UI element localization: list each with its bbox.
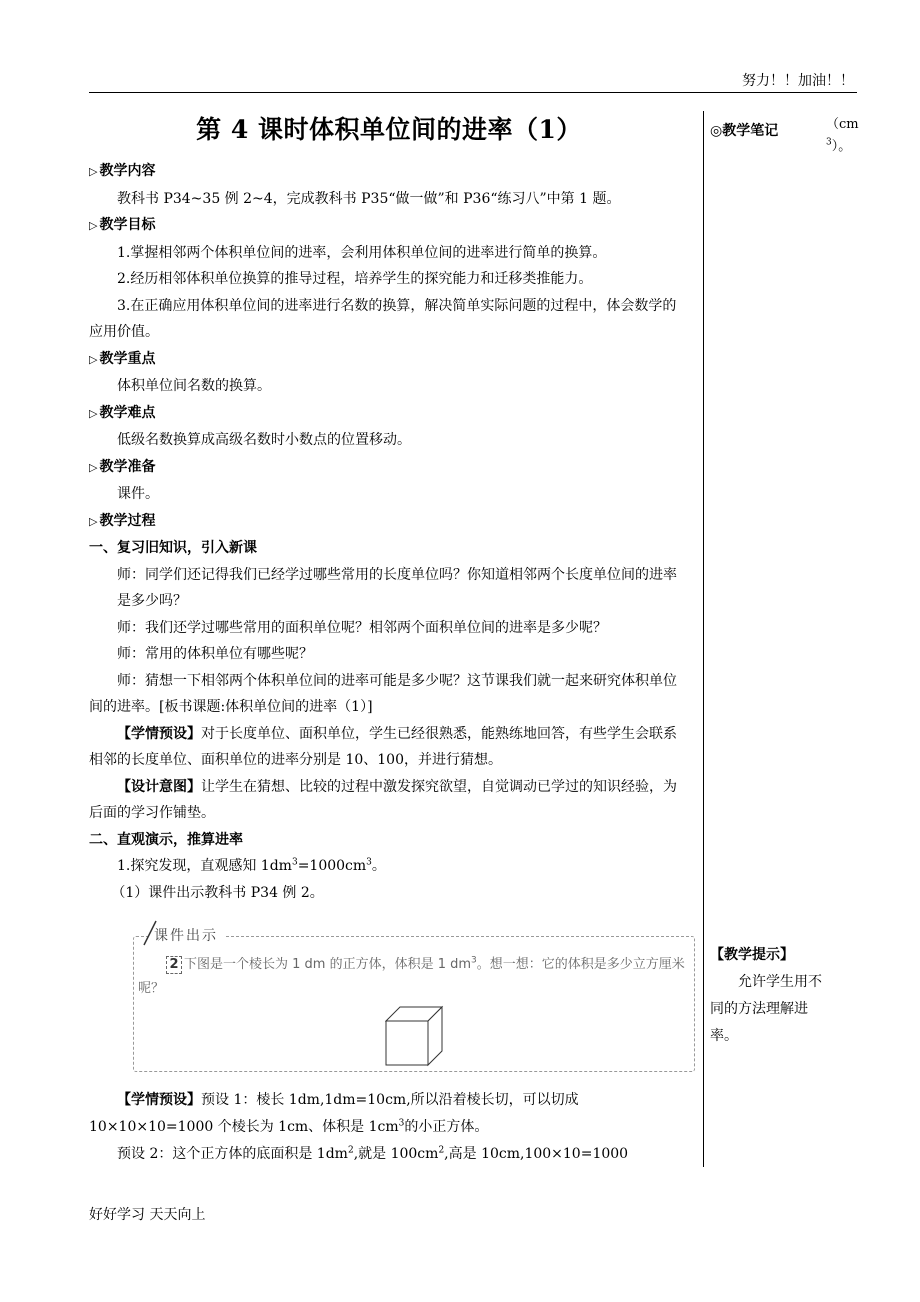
preset-paragraph	[89, 721, 689, 774]
header-rule	[89, 92, 857, 93]
section-heading-goals: ▷ 教学目标	[89, 217, 156, 233]
intent-tag: 【设计意图】	[117, 778, 201, 795]
dialogue-line: 师：同学们还记得我们已经学过哪些常用的长度单位吗？你知道相邻两个长度单位间的进率是多少吗？	[117, 566, 677, 609]
footer-motto: 好好学习 天天向上	[89, 1207, 206, 1223]
example-number-badge: 2	[166, 956, 182, 974]
section-heading-process: ▷ 教学过程	[89, 512, 156, 529]
sidebar-divider	[703, 111, 704, 1167]
dialogue-line: 师：常用的体积单位有哪些呢？	[117, 646, 313, 662]
intent-paragraph	[89, 774, 689, 827]
step1-sub: （1）课件出示教科书 P34 例 2。	[111, 884, 324, 901]
triangle-icon: ▷	[89, 352, 98, 366]
intent-text: 让学生在猜想、比较的过程中激发探究欲望，自觉调动已学过的知识经验，为后面的学习作铺垫。	[89, 778, 677, 821]
cube-figure	[385, 1005, 445, 1067]
part1-heading: 一、复习旧知识，引入新课	[89, 540, 257, 556]
content-text: 教科书 P34~35 例 2~4，完成教科书 P35“做一做”和 P36“练习八”中第 1 题。	[117, 190, 621, 207]
triangle-icon: ▷	[89, 460, 98, 474]
difficulty-text: 低级名数换算成高级名数时小数点的位置移动。	[117, 432, 411, 448]
slash-icon	[140, 919, 160, 947]
dialogue-line: 师：猜想一下相邻两个体积单位间的进率可能是多少呢？这节课我们就一起来研究体积单位间的进率。[板书课题:体积单位间的进率（1）]	[89, 672, 677, 715]
preset-line: 10×10×10=1000 个棱长为 1cm、体积是 $1cm^3$的小正方体。	[89, 1118, 489, 1135]
dialogue-line: 师：我们还学过哪些常用的面积单位呢？相邻两个面积单位间的进率是多少呢？	[117, 619, 607, 636]
triangle-icon: ▷	[89, 514, 98, 528]
preset-text: 对于长度单位、面积单位，学生已经很熟悉，能熟练地回答，有些学生会联系相邻的长度单位、面积单位的进率分别是 10、100，并进行猜想。	[89, 725, 677, 768]
section-heading-key: ▷ 教学重点	[89, 350, 156, 367]
section-heading-difficulty: ▷ 教学难点	[89, 404, 156, 421]
key-text: 体积单位间名数的换算。	[117, 378, 271, 394]
triangle-icon: ▷	[89, 219, 98, 232]
triangle-icon: ▷	[89, 165, 98, 178]
goal-item: 1.掌握相邻两个体积单位间的进率，会利用体积单位间的进率进行简单的换算。	[117, 244, 607, 261]
triangle-icon: ▷	[89, 406, 98, 420]
prep-text: 课件。	[117, 486, 159, 502]
goal-item: 2.经历相邻体积单位换算的推导过程，培养学生的探究能力和迁移类推能力。	[117, 271, 593, 287]
figure-question: 2 下图是一个棱长为 1 dm 的正方体，体积是 1 $dm^3$。想一想：它的体积是多少立方厘米呢？	[138, 955, 685, 996]
step1-line: 1.探究发现，直观感知 $1dm^3=1000cm^3$。	[117, 857, 386, 874]
section-heading-content: ▷ 教学内容	[89, 163, 156, 179]
preset-line: 预设 2：这个正方体的底面积是 $1dm^2$,就是 $100cm^2$,高是 10cm,100×10=1000	[117, 1145, 629, 1162]
page-title: 第 4 课时体积单位间的进率（1）	[196, 115, 582, 144]
tip-title: 【教学提示】	[710, 947, 794, 963]
header-motto: 努力！！加油！！	[742, 73, 854, 89]
teaching-tip	[710, 942, 830, 1050]
lesson-body	[89, 110, 689, 906]
goal-item: 3.在正确应用体积单位间的进率进行名数的换算，解决简单实际问题的过程中，体会数学的应用价值。	[89, 297, 677, 340]
teaching-notes-title: ◎教学笔记	[710, 123, 779, 139]
tip-text: 允许学生用不同的方法理解进率。	[710, 974, 822, 1044]
notes-cm-fragment: （cm $^3$）。	[826, 117, 859, 154]
part2-heading: 二、直观演示，推算进率	[89, 831, 243, 848]
preset-line: 【学情预设】预设 1：棱长 1dm,1dm=10cm,所以沿着棱长切，可以切成	[117, 1092, 579, 1108]
preset-tag: 【学情预设】	[117, 725, 201, 742]
section-heading-prep: ▷ 教学准备	[89, 458, 156, 475]
preset-block	[89, 1087, 689, 1168]
figure-label: 课件出示	[148, 925, 224, 945]
courseware-figure	[133, 928, 695, 1072]
